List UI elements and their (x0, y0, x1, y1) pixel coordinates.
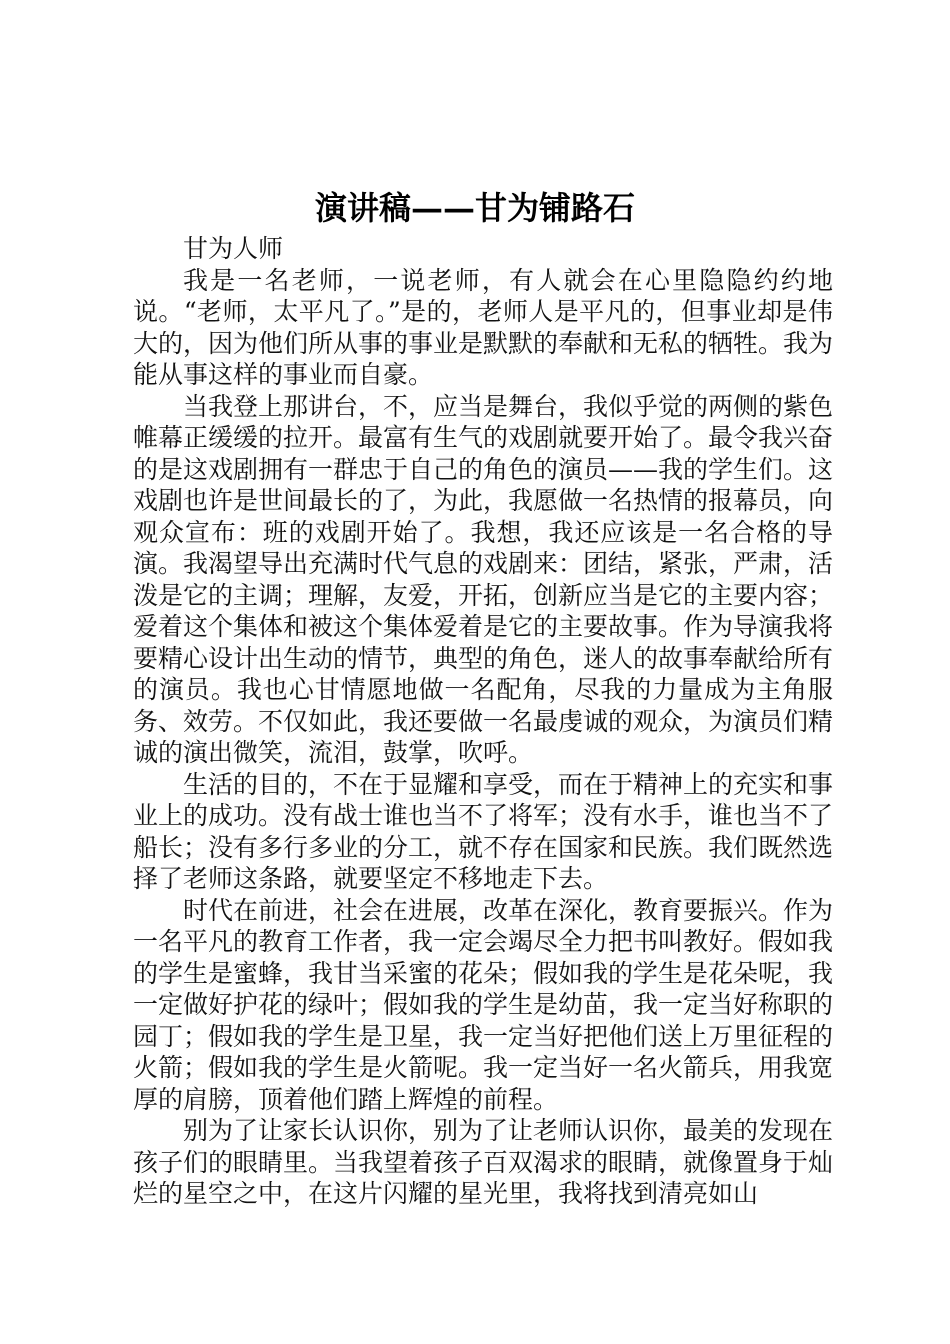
paragraph-2: 当我登上那讲台，不，应当是舞台，我似乎觉的两侧的紫色帷幕正缓缓的拉开。最富有生气的戏剧就要开始了。最令我兴奋的是这戏剧拥有一群忠于自己的角色的演员——我的学生们。这戏剧也许是世间最长的了，为此，我愿做一名热情的报幕员，向观众宣布：班的戏剧开始了。我想，我还应该是一名合格的导演。我渴望导出充满时代气息的戏剧来：团结，紧张，严肃，活泼是它的主调；理解，友爱，开拓，创新应当是它的主要内容；爱着这个集体和被这个集体爱着是它的主要故事。作为导演我将要精心设计出生动的情节，典型的角色，迷人的故事奉献给所有的演员。我也心甘情愿地做一名配角，尽我的力量成为主角服务、效劳。不仅如此，我还要做一名最虔诚的观众，为演员们精诚的演出微笑，流泪，鼓掌，吹呼。 (133, 391, 834, 767)
document-subtitle: 甘为人师 (183, 234, 284, 263)
document-body (133, 233, 833, 1210)
paragraph-3: 生活的目的，不在于显耀和享受，而在于精神上的充实和事业上的成功。没有战士谁也当不了将军；没有水手，谁也当不了船长；没有多行多业的分工，就不存在国家和民族。我们既然选择了老师这条路，就要坚定不移地走下去。 (133, 769, 834, 893)
document-title: 演讲稿——甘为铺路石 (314, 189, 635, 227)
paragraph-5: 别为了让家长认识你，别为了让老师认识你，最美的发现在孩子们的眼睛里。当我望着孩子百双渴求的眼睛，就像置身于灿烂的星空之中，在这片闪耀的星光里，我将找到清亮如山 (133, 1116, 834, 1208)
paragraph-4: 时代在前进，社会在进展，改革在深化，教育要振兴。作为一名平凡的教育工作者，我一定会竭尽全力把书叫教好。假如我的学生是蜜蜂，我甘当采蜜的花朵；假如我的学生是花朵呢，我一定做好护花的绿叶；假如我的学生是幼苗，我一定当好称职的园丁；假如我的学生是卫星，我一定当好把他们送上万里征程的火箭；假如我的学生是火箭呢。我一定当好一名火箭兵，用我宽厚的肩膀，顶着他们踏上辉煌的前程。 (133, 895, 834, 1114)
paragraph-1: 我是一名老师，一说老师，有人就会在心里隐隐约约地说。“老师，太平凡了。”是的，老师人是平凡的，但事业却是伟大的，因为他们所从事的事业是默默的奉献和无私的牺牲。我为能从事这样的事业而自豪。 (133, 265, 834, 389)
